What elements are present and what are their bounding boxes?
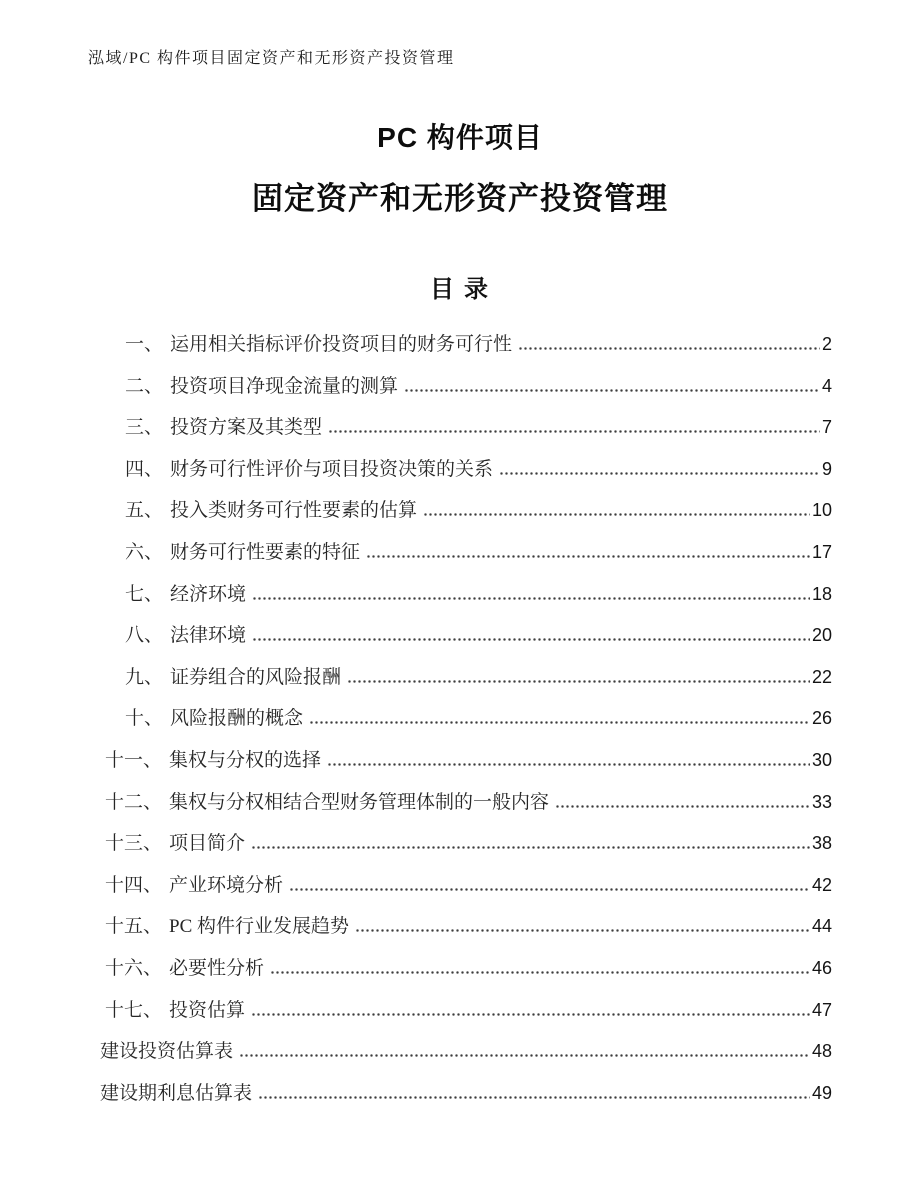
toc-entry-page: 2 (821, 334, 832, 354)
toc-entry[interactable] (88, 498, 832, 540)
toc-entry-page: 46 (811, 957, 832, 978)
toc-entry-title: 建设投资估算表 (100, 1041, 234, 1063)
toc-entry-title: 必要性分析 (169, 957, 265, 979)
toc-entry-title: 建设期利息估算表 (100, 1082, 253, 1104)
toc-entry[interactable] (88, 706, 832, 748)
toc-entry[interactable] (88, 831, 832, 873)
toc-entry-title: 投资估算 (169, 999, 246, 1021)
toc-leader-dots (328, 430, 820, 433)
toc-leader-dots (309, 721, 810, 724)
toc-entry-page: 26 (811, 708, 832, 729)
toc-entry-title: 集权与分权的选择 (169, 749, 322, 771)
toc-entry-title: 集权与分权相结合型财务管理体制的一般内容 (169, 791, 550, 813)
toc-leader-dots (404, 389, 820, 392)
toc-entry-title: 法律环境 (170, 625, 247, 647)
toc-leader-dots (252, 638, 810, 641)
toc-entry[interactable] (88, 956, 832, 998)
toc-entry[interactable] (88, 540, 832, 582)
toc-entry-number: 十二、 (105, 791, 163, 813)
toc-entry-number: 九、 (125, 666, 164, 688)
toc-leader-dots (252, 597, 810, 600)
toc-leader-dots (251, 846, 810, 849)
toc-entry[interactable] (88, 790, 832, 832)
toc-entry-number: 十四、 (105, 874, 163, 896)
toc-leader-dots (355, 929, 810, 932)
toc-entry-number: 三、 (125, 417, 164, 439)
toc-entry-number: 七、 (125, 583, 164, 605)
toc-entry-page: 49 (811, 1082, 832, 1103)
toc-entry[interactable] (88, 998, 832, 1040)
toc-leader-dots (270, 971, 810, 974)
toc-entry-number: 十七、 (105, 999, 163, 1021)
toc-entry-title: 经济环境 (170, 583, 247, 605)
toc-entry-title: 运用相关指标评价投资项目的财务可行性 (170, 334, 513, 355)
toc-leader-dots (327, 763, 810, 766)
toc-entry[interactable] (88, 623, 832, 665)
toc-leader-dots (239, 1054, 810, 1057)
toc-entry-page: 38 (811, 833, 832, 854)
toc-entry-page: 30 (811, 749, 832, 770)
toc-entry-page: 17 (811, 541, 832, 562)
toc-list (88, 332, 832, 1122)
toc-entry-page: 48 (811, 1041, 832, 1062)
document-title-line2: 固定资产和无形资产投资管理 (252, 181, 668, 216)
toc-leader-dots (423, 513, 810, 516)
toc-entry[interactable] (88, 332, 832, 374)
toc-entry-page: 18 (811, 583, 832, 604)
toc-entry-title: 财务可行性要素的特征 (170, 541, 361, 563)
toc-entry-page: 42 (811, 874, 832, 895)
toc-entry-number: 十三、 (105, 833, 163, 855)
toc-entry-number: 十、 (125, 708, 164, 730)
toc-heading: 目 录 (430, 277, 490, 303)
toc-entry[interactable] (88, 374, 832, 416)
toc-entry-title: PC 构件行业发展趋势 (169, 916, 350, 938)
toc-entry[interactable] (88, 665, 832, 707)
toc-entry-page: 10 (811, 500, 832, 521)
toc-entry-number: 十六、 (105, 957, 163, 979)
toc-entry-number: 八、 (125, 625, 164, 647)
toc-entry-title: 项目简介 (169, 833, 246, 855)
toc-entry-title: 风险报酬的概念 (170, 708, 304, 730)
toc-leader-dots (347, 680, 810, 683)
toc-entry[interactable] (88, 1081, 832, 1123)
toc-entry-title: 投资方案及其类型 (170, 417, 323, 439)
toc-entry-number: 五、 (125, 500, 164, 522)
toc-entry[interactable] (88, 873, 832, 915)
document-title-line1: PC 构件项目 (377, 122, 543, 153)
toc-entry-page: 44 (811, 916, 832, 937)
toc-leader-dots (499, 472, 820, 475)
toc-entry-page: 22 (811, 666, 832, 687)
toc-entry-page: 20 (811, 625, 832, 646)
toc-entry-page: 4 (821, 375, 832, 396)
toc-entry-number: 六、 (125, 541, 164, 563)
toc-entry-number: 十五、 (105, 916, 163, 938)
toc-leader-dots (251, 1013, 810, 1016)
toc-entry-number: 四、 (125, 458, 164, 480)
toc-entry-number: 一、 (125, 334, 164, 355)
toc-entry[interactable] (88, 914, 832, 956)
toc-entry-page: 47 (811, 999, 832, 1020)
toc-entry-number: 十一、 (105, 749, 163, 771)
toc-leader-dots (258, 1096, 810, 1099)
toc-entry-page: 33 (811, 791, 832, 812)
toc-entry-title: 投入类财务可行性要素的估算 (170, 500, 418, 522)
toc-entry-number: 二、 (125, 375, 164, 397)
toc-leader-dots (555, 805, 810, 808)
toc-leader-dots (518, 347, 820, 350)
toc-entry-title: 产业环境分析 (169, 874, 284, 896)
toc-entry[interactable] (88, 457, 832, 499)
toc-entry[interactable] (88, 748, 832, 790)
toc-leader-dots (289, 888, 810, 891)
toc-leader-dots (366, 555, 810, 558)
toc-entry-title: 证券组合的风险报酬 (170, 666, 342, 688)
toc-entry[interactable] (88, 582, 832, 624)
toc-entry-page: 9 (821, 458, 832, 479)
toc-entry-title: 投资项目净现金流量的测算 (170, 375, 399, 397)
toc-entry-page: 7 (821, 417, 832, 438)
toc-entry[interactable] (88, 1039, 832, 1081)
toc-entry[interactable] (88, 415, 832, 457)
toc-entry-title: 财务可行性评价与项目投资决策的关系 (170, 458, 494, 480)
document-header: 泓域/PC 构件项目固定资产和无形资产投资管理 (88, 50, 455, 67)
